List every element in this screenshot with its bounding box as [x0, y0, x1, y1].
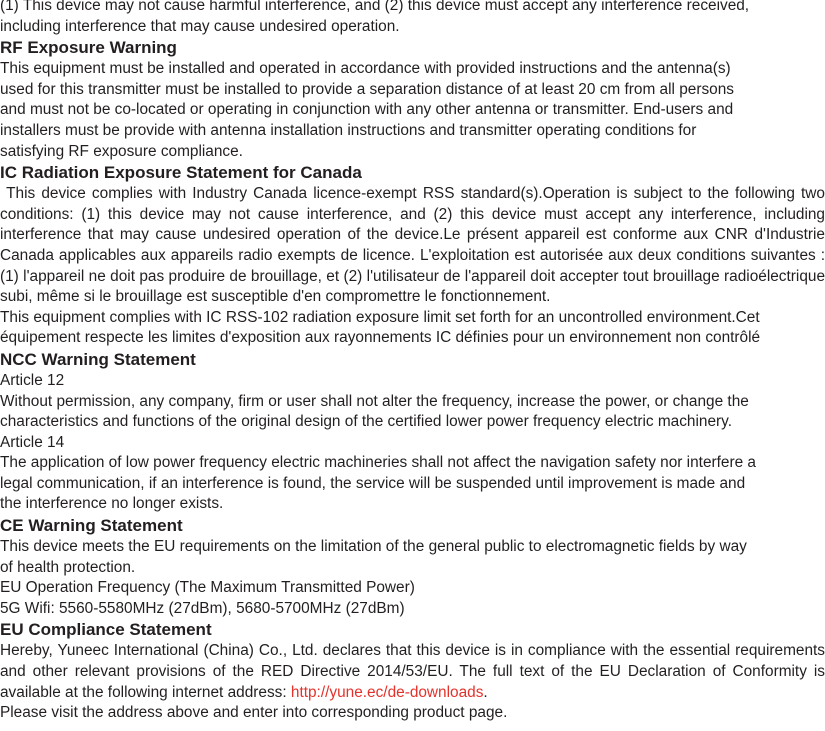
- rf-exposure-section: [0, 37, 825, 162]
- ncc-article-14-label: Article 14: [0, 433, 65, 451]
- rf-exposure-heading: RF Exposure Warning: [0, 38, 177, 58]
- ic-canada-english-line: This equipment complies with IC RSS-102 radiation exposure limit set forth for an uncontrolled environment.Cet: [0, 308, 760, 326]
- ncc-article-12-label: Article 12: [0, 371, 65, 389]
- declaration-download-link[interactable]: http://yune.ec/de-downloads: [290, 683, 484, 701]
- eu-compliance-heading: EU Compliance Statement: [0, 620, 212, 640]
- ncc-section: [0, 349, 825, 515]
- ncc-article-12-line: characteristics and functions of the original design of the certified lower power frequency electric machinery.: [0, 413, 732, 431]
- rf-exposure-line: and must not be co-located or operating in conjunction with any other antenna or transmitter. End-users and: [0, 101, 734, 119]
- eu-compliance-period: .: [483, 683, 488, 701]
- ncc-article-14-line: The application of low power frequency electric machineries shall not affect the navigation safety nor interfere a: [0, 454, 756, 472]
- ncc-article-12-line: Without permission, any company, firm or user shall not alter the frequency, increase the power, or change the: [0, 392, 749, 410]
- fcc-conditions: [0, 0, 825, 37]
- ic-canada-heading: IC Radiation Exposure Statement for Canada: [0, 163, 362, 183]
- fcc-conditions-line-1: (1) This device may not cause harmful interference, and (2) this device must accept any interference received,: [0, 0, 750, 14]
- eu-compliance-final-line: Please visit the address above and enter into corresponding product page.: [0, 704, 508, 722]
- fcc-conditions-line-2: including interference that may cause undesired operation.: [0, 17, 400, 35]
- ncc-heading: NCC Warning Statement: [0, 349, 196, 369]
- eu-compliance-text: Hereby, Yuneec International (China) Co., Ltd. declares that this device is in compliance with the essential requirements and other relevant provisions of the RED Directive 2014/53/EU. The full text of the EU Declaration of Conformity is available at the following internet address:: [0, 642, 825, 701]
- rf-exposure-line: This equipment must be installed and operated in accordance with provided instructions and the antenna(s): [0, 60, 731, 78]
- ic-canada-section: [0, 162, 825, 349]
- rf-exposure-line: satisfying RF exposure compliance.: [0, 142, 243, 160]
- ce-line: of health protection.: [0, 558, 136, 576]
- ce-line: This device meets the EU requirements on the limitation of the general public to electromagnetic fields by way: [0, 538, 747, 556]
- rf-exposure-line: used for this transmitter must be installed to provide a separation distance of at least 20 cm from all persons: [0, 80, 734, 98]
- eu-compliance-paragraph: [0, 641, 825, 703]
- ce-frequency-value: 5G Wifi: 5560-5580MHz (27dBm), 5680-5700MHz (27dBm): [0, 599, 405, 617]
- ncc-article-14-line: legal communication, if an interference is found, the service will be suspended until improvement is made and: [0, 474, 746, 492]
- ce-frequency-label: EU Operation Frequency (The Maximum Transmitted Power): [0, 579, 415, 597]
- ic-canada-french-line: équipement respecte les limites d'exposition aux rayonnements IC définies pour un environnement non contrôlé: [0, 329, 761, 347]
- ce-section: [0, 515, 825, 619]
- eu-compliance-section: [0, 619, 825, 723]
- rf-exposure-line: installers must be provide with antenna installation instructions and transmitter operating conditions for: [0, 121, 697, 139]
- ic-canada-paragraph: This device complies with Industry Canada licence-exempt RSS standard(s).Operation is subject to the following two conditions: (1) this device may not cause interference, and (2) this device must accept any interference, including interference that may cause undesired operation of the device.Le présent appareil est conforme aux CNR d'Industrie Canada applicables aux appareils radio exempts de licence. L'exploitation est autorisée aux deux conditions suivantes : (1) l'appareil ne doit pas produire de brouillage, et (2) l'utilisateur de l'appareil doit accepter tout brouillage radioélectrique subi, même si le brouillage est susceptible d'en compromettre le fonctionnement.: [0, 185, 825, 306]
- ce-heading: CE Warning Statement: [0, 516, 183, 536]
- ncc-article-14-line: the interference no longer exists.: [0, 495, 224, 513]
